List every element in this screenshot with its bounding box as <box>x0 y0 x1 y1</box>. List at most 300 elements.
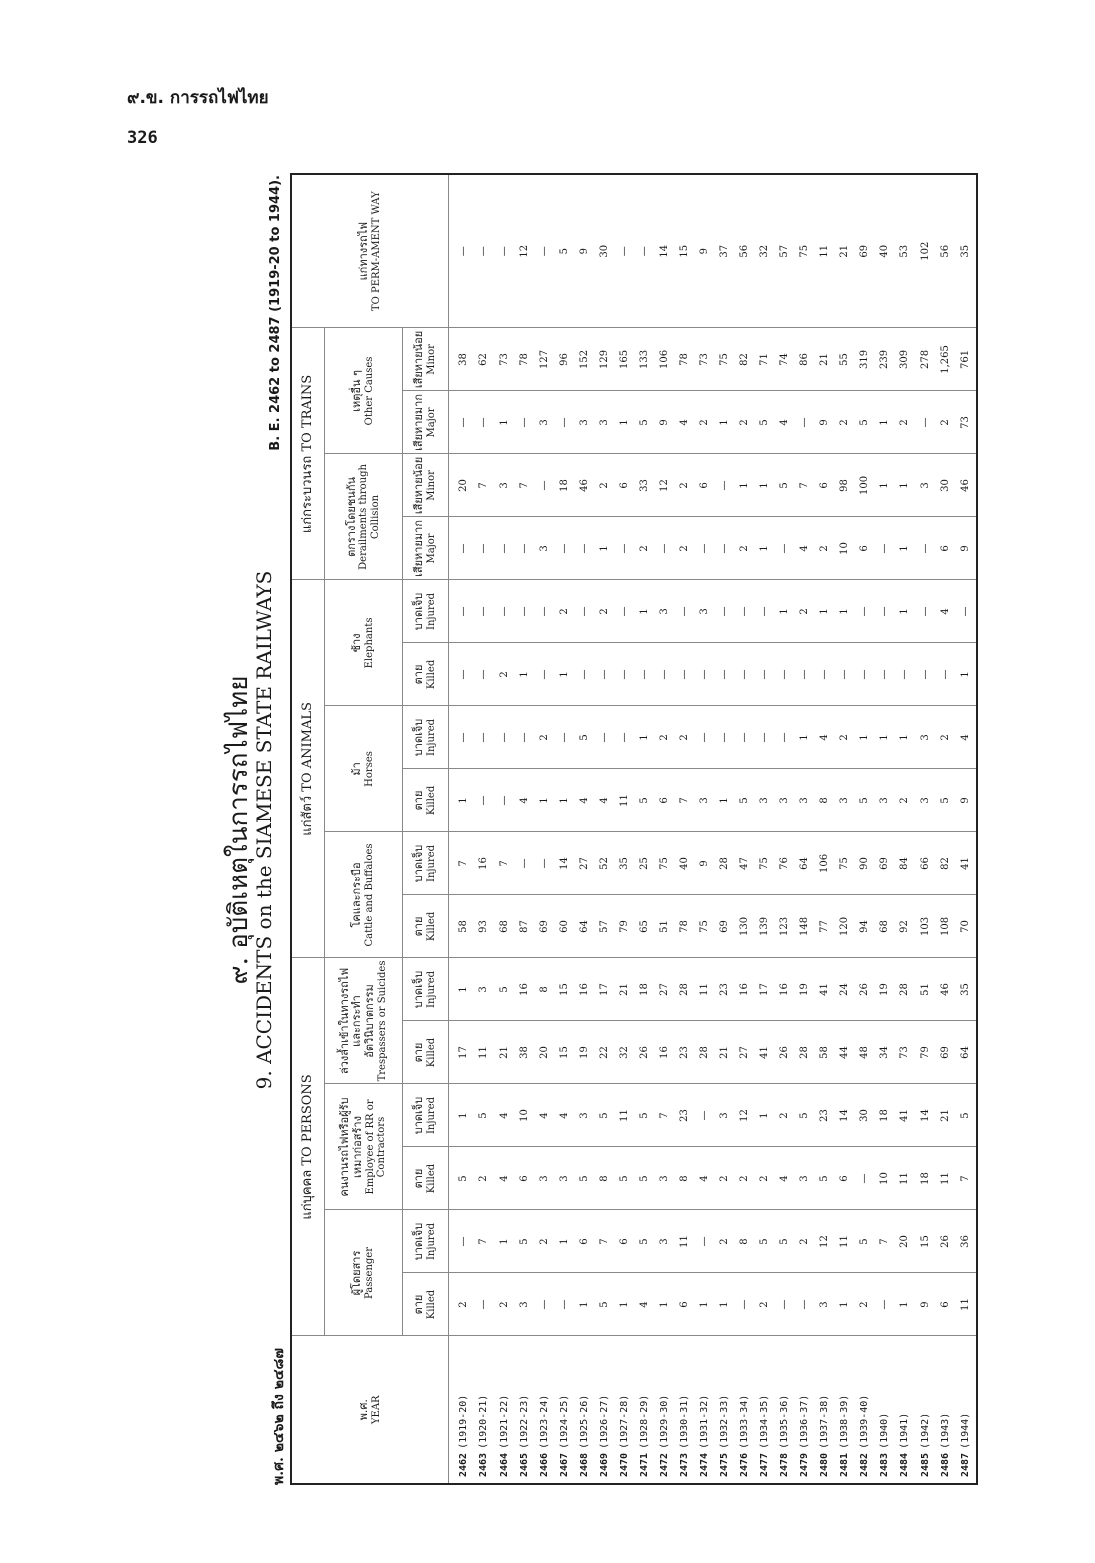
value-cell: — <box>534 832 554 895</box>
value-cell: 10 <box>875 1147 895 1210</box>
value-cell: 9 <box>815 391 835 454</box>
value-cell: 5 <box>735 769 755 832</box>
value-cell: — <box>735 1273 755 1336</box>
value-cell: 6 <box>655 769 675 832</box>
year-cell: 2484(1941) <box>895 1336 915 1484</box>
value-cell: 53 <box>895 174 915 328</box>
value-cell: 79 <box>615 895 635 958</box>
value-cell: — <box>494 174 514 328</box>
value-cell: 90 <box>855 832 875 895</box>
table-row <box>554 174 574 1484</box>
value-cell: — <box>635 174 655 328</box>
value-cell: 5 <box>815 1147 835 1210</box>
value-cell: 1 <box>775 580 795 643</box>
value-cell: — <box>735 643 755 706</box>
value-cell: 2 <box>715 1147 735 1210</box>
value-cell: 57 <box>594 895 614 958</box>
table-row <box>755 174 775 1484</box>
value-cell: 21 <box>835 174 855 328</box>
table-row <box>695 174 715 1484</box>
value-cell: 3 <box>875 769 895 832</box>
value-cell: 3 <box>574 391 594 454</box>
year-ce: (1926-27) <box>598 1394 610 1449</box>
value-cell: 21 <box>815 328 835 391</box>
value-cell: 7 <box>955 1147 977 1210</box>
value-cell: — <box>795 643 815 706</box>
value-cell: 46 <box>574 454 594 517</box>
value-cell: 5 <box>855 1210 875 1273</box>
year-ce: (1942) <box>919 1412 931 1449</box>
value-cell: 4 <box>935 580 955 643</box>
value-cell: 3 <box>915 706 935 769</box>
table-row <box>855 174 875 1484</box>
year-cell: 2480(1937-38) <box>815 1336 835 1484</box>
injured-subheader <box>403 1210 449 1273</box>
value-cell: 1 <box>715 391 735 454</box>
year-ce: (1925-26) <box>578 1394 590 1449</box>
value-cell: 11 <box>615 1084 635 1147</box>
value-cell: 22 <box>594 1021 614 1084</box>
value-cell: 130 <box>735 895 755 958</box>
value-cell: — <box>474 1273 494 1336</box>
value-cell: — <box>594 643 614 706</box>
minor-subheader <box>403 328 449 391</box>
value-cell: 20 <box>895 1210 915 1273</box>
value-cell: 55 <box>835 328 855 391</box>
value-cell: — <box>514 580 534 643</box>
year-ce: (1933-34) <box>739 1394 751 1449</box>
value-cell: 28 <box>675 958 695 1021</box>
value-cell: — <box>594 706 614 769</box>
value-cell: 102 <box>915 174 935 328</box>
value-cell: — <box>574 580 594 643</box>
value-cell: 9 <box>915 1273 935 1336</box>
value-cell: 64 <box>795 832 815 895</box>
value-cell: — <box>655 643 675 706</box>
value-cell: 21 <box>494 1021 514 1084</box>
value-cell: 139 <box>755 895 775 958</box>
value-cell: — <box>449 706 475 769</box>
table-title-block <box>218 175 288 1485</box>
minor-subheader-thai: เสียหายน้อย <box>412 456 426 515</box>
value-cell: 1 <box>715 1273 735 1336</box>
value-cell: 4 <box>574 769 594 832</box>
value-cell: 69 <box>935 1021 955 1084</box>
value-cell: 7 <box>494 832 514 895</box>
value-cell: 82 <box>735 328 755 391</box>
value-cell: 1 <box>574 1273 594 1336</box>
value-cell: 4 <box>795 517 815 580</box>
value-cell: 37 <box>715 174 735 328</box>
running-head: ๙.ข. การรถไฟไทย <box>127 88 269 108</box>
value-cell: 27 <box>735 1021 755 1084</box>
value-cell: — <box>655 517 675 580</box>
value-cell: 73 <box>895 1021 915 1084</box>
value-cell: 9 <box>955 517 977 580</box>
value-cell: 8 <box>594 1147 614 1210</box>
value-cell: 69 <box>855 174 875 328</box>
value-cell: 1 <box>835 580 855 643</box>
value-cell: 2 <box>675 454 695 517</box>
year-cell: 2466(1923-24) <box>534 1336 554 1484</box>
value-cell: 62 <box>474 328 494 391</box>
year-ce: (1937-38) <box>819 1394 831 1449</box>
year-ce: (1922-23) <box>518 1394 530 1449</box>
value-cell: 2 <box>935 706 955 769</box>
value-cell: 4 <box>775 1147 795 1210</box>
value-cell: 18 <box>554 454 574 517</box>
value-cell: 56 <box>735 174 755 328</box>
value-cell: 18 <box>635 958 655 1021</box>
value-cell: 1 <box>875 706 895 769</box>
horses-header <box>325 706 403 832</box>
value-cell: 36 <box>955 1210 977 1273</box>
value-cell: 1 <box>755 1084 775 1147</box>
value-cell: — <box>615 174 635 328</box>
value-cell: 23 <box>715 958 735 1021</box>
table-title-english: 9. ACCIDENTS on the SIAMESE STATE RAILWAYS <box>252 570 276 1090</box>
value-cell: 1 <box>795 706 815 769</box>
value-cell: 761 <box>955 328 977 391</box>
value-cell: — <box>875 580 895 643</box>
year-cell: 2482(1939-40) <box>855 1336 875 1484</box>
killed-subheader-thai: ตาย <box>412 1042 426 1063</box>
value-cell: 78 <box>675 328 695 391</box>
value-cell: 17 <box>755 958 775 1021</box>
value-cell: 1 <box>855 706 875 769</box>
value-cell: — <box>715 580 735 643</box>
other-causes-thai: เหตุอื่น ๆ <box>350 370 364 412</box>
value-cell: 5 <box>594 1273 614 1336</box>
trains-group-header <box>291 328 325 580</box>
value-cell: 3 <box>494 454 514 517</box>
value-cell: 2 <box>554 580 574 643</box>
value-cell: 3 <box>715 1084 735 1147</box>
table-row <box>875 174 895 1484</box>
value-cell: 7 <box>449 832 475 895</box>
value-cell: 30 <box>935 454 955 517</box>
value-cell: 3 <box>534 517 554 580</box>
value-cell: 1 <box>895 517 915 580</box>
value-cell: 7 <box>474 1210 494 1273</box>
value-cell: 1 <box>449 958 475 1021</box>
value-cell: 93 <box>474 895 494 958</box>
page-number: 326 <box>127 128 158 148</box>
value-cell: 3 <box>775 769 795 832</box>
value-cell: 6 <box>935 1273 955 1336</box>
value-cell: — <box>695 517 715 580</box>
value-cell: 2 <box>594 580 614 643</box>
year-cell: 2486(1943) <box>935 1336 955 1484</box>
value-cell: 5 <box>635 391 655 454</box>
major-subheader-english: Major <box>426 533 438 564</box>
value-cell: — <box>775 643 795 706</box>
value-cell: 4 <box>494 1147 514 1210</box>
value-cell: 6 <box>574 1210 594 1273</box>
value-cell: 2 <box>735 1147 755 1210</box>
value-cell: 278 <box>915 328 935 391</box>
cattle-thai: โคและกระบือ <box>350 862 364 928</box>
injured-subheader-thai: บาดเจ็บ <box>412 592 426 631</box>
value-cell: 2 <box>735 517 755 580</box>
value-cell: 23 <box>675 1021 695 1084</box>
persons-english: TO PERSONS <box>299 1074 315 1166</box>
table-row <box>835 174 855 1484</box>
value-cell: 64 <box>955 1021 977 1084</box>
value-cell: 20 <box>449 454 475 517</box>
derailments-thai: ตกรางโดยชนกัน <box>344 477 358 557</box>
value-cell: 8 <box>735 1210 755 1273</box>
value-cell: 73 <box>494 328 514 391</box>
value-cell: 7 <box>514 454 534 517</box>
elephants-thai: ช้าง <box>350 633 364 653</box>
value-cell: 5 <box>574 1147 594 1210</box>
value-cell: — <box>755 706 775 769</box>
value-cell: 11 <box>955 1273 977 1336</box>
year-ce: (1930-31) <box>678 1394 690 1449</box>
value-cell: — <box>795 391 815 454</box>
value-cell: 2 <box>755 1147 775 1210</box>
value-cell: 41 <box>955 832 977 895</box>
value-cell: 127 <box>534 328 554 391</box>
trespassers-english: Trespassers or Suicides <box>376 960 388 1082</box>
value-cell: — <box>615 643 635 706</box>
horses-english: Horses <box>364 751 376 787</box>
value-cell: 26 <box>635 1021 655 1084</box>
value-cell: 3 <box>474 958 494 1021</box>
value-cell: 2 <box>835 391 855 454</box>
value-cell: — <box>915 391 935 454</box>
animals-english: TO ANIMALS <box>299 702 315 792</box>
table-row <box>815 174 835 1484</box>
value-cell: 6 <box>695 454 715 517</box>
year-cell: 2477(1934-35) <box>755 1336 775 1484</box>
value-cell: 3 <box>594 391 614 454</box>
value-cell: 2 <box>735 391 755 454</box>
value-cell: 23 <box>675 1084 695 1147</box>
value-cell: 2 <box>775 1084 795 1147</box>
value-cell: 12 <box>514 174 534 328</box>
value-cell: 18 <box>875 1084 895 1147</box>
killed-subheader-english: Killed <box>426 1289 438 1320</box>
injured-subheader <box>403 580 449 643</box>
table-row <box>615 174 635 1484</box>
value-cell: — <box>695 1084 715 1147</box>
value-cell: 30 <box>594 174 614 328</box>
value-cell: 3 <box>534 391 554 454</box>
table-row <box>675 174 695 1484</box>
value-cell: — <box>554 706 574 769</box>
year-cell: 2465(1922-23) <box>514 1336 534 1484</box>
value-cell: — <box>534 580 554 643</box>
value-cell: 6 <box>615 454 635 517</box>
value-cell: 152 <box>574 328 594 391</box>
value-cell: 1 <box>554 643 574 706</box>
value-cell: 5 <box>955 1084 977 1147</box>
value-cell: 4 <box>675 391 695 454</box>
table-row <box>795 174 815 1484</box>
year-ce: (1939-40) <box>859 1394 871 1449</box>
value-cell: 65 <box>635 895 655 958</box>
year-ce: (1934-35) <box>759 1394 771 1449</box>
value-cell: — <box>514 706 534 769</box>
value-cell: 14 <box>915 1084 935 1147</box>
year-ce: (1943) <box>939 1412 951 1449</box>
value-cell: — <box>775 706 795 769</box>
value-cell: 148 <box>795 895 815 958</box>
year-ce: (1919-20) <box>457 1394 469 1449</box>
value-cell: 68 <box>494 895 514 958</box>
value-cell: 58 <box>815 1021 835 1084</box>
value-cell: — <box>915 580 935 643</box>
value-cell: — <box>875 1273 895 1336</box>
other-causes-english: Other Causes <box>364 356 376 426</box>
trespassers-header <box>325 958 403 1084</box>
value-cell: 5 <box>855 769 875 832</box>
value-cell: 18 <box>915 1147 935 1210</box>
value-cell: 2 <box>675 706 695 769</box>
value-cell: — <box>935 643 955 706</box>
value-cell: 1 <box>615 1273 635 1336</box>
value-cell: 10 <box>514 1084 534 1147</box>
passenger-english: Passenger <box>364 1247 376 1299</box>
value-cell: 17 <box>449 1021 475 1084</box>
value-cell: 2 <box>895 391 915 454</box>
value-cell: 100 <box>855 454 875 517</box>
value-cell: 3 <box>655 580 675 643</box>
value-cell: 1 <box>494 391 514 454</box>
year-ce: (1932-33) <box>719 1394 731 1449</box>
value-cell: 6 <box>815 454 835 517</box>
value-cell: 5 <box>855 391 875 454</box>
animals-group-header <box>291 580 325 958</box>
value-cell: — <box>895 643 915 706</box>
value-cell: 7 <box>474 454 494 517</box>
value-cell: 319 <box>855 328 875 391</box>
value-cell: 35 <box>615 832 635 895</box>
year-header-thai: พ.ศ. <box>356 1399 370 1421</box>
value-cell: 1 <box>449 769 475 832</box>
value-cell: 10 <box>835 517 855 580</box>
value-cell: 75 <box>715 328 735 391</box>
year-ce: (1944) <box>959 1412 971 1449</box>
value-cell: 1 <box>655 1273 675 1336</box>
value-cell: — <box>835 643 855 706</box>
year-ce: (1927-28) <box>618 1394 630 1449</box>
date-range-thai: พ.ศ. ๒๔๖๒ ถึง ๒๔๘๗ <box>271 1348 287 1485</box>
value-cell: 21 <box>935 1084 955 1147</box>
value-cell: 76 <box>775 832 795 895</box>
value-cell: 94 <box>855 895 875 958</box>
year-ce: (1920-21) <box>478 1394 490 1449</box>
value-cell: 82 <box>935 832 955 895</box>
horses-thai: ม้า <box>350 762 364 776</box>
year-cell: 2487(1944) <box>955 1336 977 1484</box>
value-cell: 4 <box>514 769 534 832</box>
killed-subheader-english: Killed <box>426 1163 438 1194</box>
value-cell: 75 <box>695 895 715 958</box>
value-cell: — <box>855 580 875 643</box>
value-cell: 3 <box>795 769 815 832</box>
value-cell: 3 <box>554 1147 574 1210</box>
date-range-english: B. E. 2462 to 2487 (1919-20 to 1944). <box>268 175 283 451</box>
value-cell: — <box>449 174 475 328</box>
value-cell: — <box>474 769 494 832</box>
value-cell: — <box>815 643 835 706</box>
value-cell: 133 <box>635 328 655 391</box>
value-cell: 19 <box>574 1021 594 1084</box>
value-cell: 6 <box>835 1147 855 1210</box>
value-cell: 77 <box>815 895 835 958</box>
value-cell: 5 <box>775 1210 795 1273</box>
value-cell: 27 <box>655 958 675 1021</box>
value-cell: 7 <box>875 1210 895 1273</box>
value-cell: 5 <box>615 1147 635 1210</box>
table-body <box>449 174 978 1484</box>
value-cell: — <box>695 643 715 706</box>
killed-subheader-thai: ตาย <box>412 664 426 685</box>
value-cell: 1 <box>534 769 554 832</box>
year-ce: (1938-39) <box>839 1394 851 1449</box>
killed-subheader-thai: ตาย <box>412 1168 426 1189</box>
table-row <box>935 174 955 1484</box>
passenger-header <box>325 1210 403 1336</box>
value-cell: — <box>474 391 494 454</box>
value-cell: — <box>735 706 755 769</box>
value-cell: 1 <box>594 517 614 580</box>
value-cell: 84 <box>895 832 915 895</box>
value-cell: 73 <box>955 391 977 454</box>
value-cell: 26 <box>855 958 875 1021</box>
value-cell: 1 <box>695 1273 715 1336</box>
value-cell: 2 <box>534 1210 554 1273</box>
value-cell: 15 <box>554 1021 574 1084</box>
killed-subheader <box>403 895 449 958</box>
value-cell: 1 <box>895 580 915 643</box>
value-cell: 74 <box>775 328 795 391</box>
value-cell: 26 <box>775 1021 795 1084</box>
value-cell: — <box>574 643 594 706</box>
value-cell: — <box>635 643 655 706</box>
injured-subheader-thai: บาดเจ็บ <box>412 1096 426 1135</box>
value-cell: — <box>755 643 775 706</box>
value-cell: 28 <box>695 1021 715 1084</box>
value-cell: 2 <box>895 769 915 832</box>
value-cell: 64 <box>574 895 594 958</box>
value-cell: 4 <box>775 391 795 454</box>
major-subheader <box>403 517 449 580</box>
killed-subheader <box>403 1021 449 1084</box>
value-cell: — <box>534 174 554 328</box>
value-cell: 19 <box>795 958 815 1021</box>
major-subheader <box>403 391 449 454</box>
value-cell: 21 <box>715 1021 735 1084</box>
year-cell: 2462(1919-20) <box>449 1336 475 1484</box>
value-cell: 1 <box>449 1084 475 1147</box>
value-cell: — <box>534 643 554 706</box>
value-cell: 51 <box>915 958 935 1021</box>
value-cell: — <box>715 643 735 706</box>
value-cell: 1 <box>554 769 574 832</box>
value-cell: 38 <box>449 328 475 391</box>
value-cell: 2 <box>655 706 675 769</box>
value-cell: 5 <box>514 1210 534 1273</box>
table-row <box>534 174 554 1484</box>
major-subheader-thai: เสียหายมาก <box>412 394 426 451</box>
killed-subheader <box>403 1273 449 1336</box>
value-cell: 96 <box>554 328 574 391</box>
killed-subheader-english: Killed <box>426 1037 438 1068</box>
